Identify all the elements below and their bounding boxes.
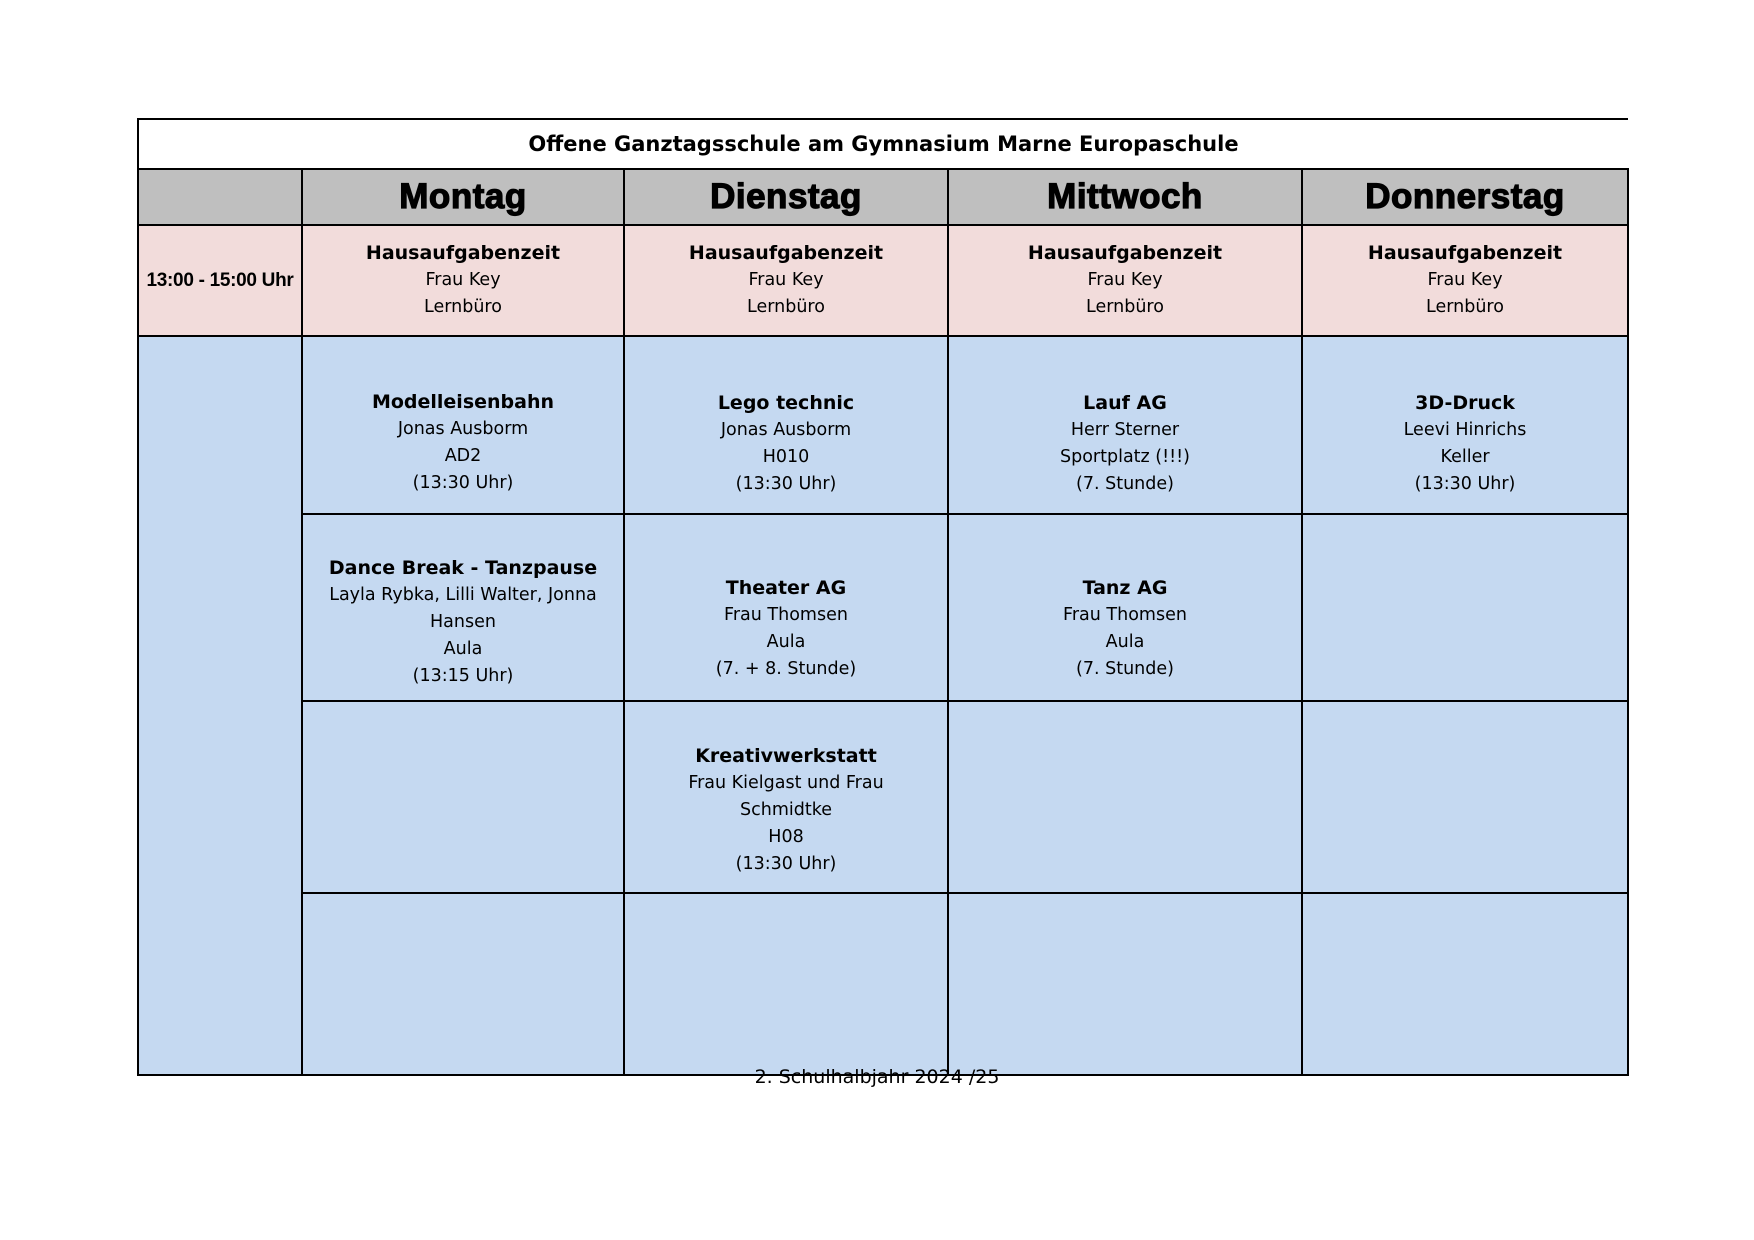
activity-cell-montag-3	[302, 701, 624, 893]
homework-cell-donnerstag	[1302, 225, 1628, 336]
activity-room: H010	[762, 447, 810, 467]
homework-room: Lernbüro	[747, 297, 825, 317]
activity-leader: Jonas Ausborm	[720, 420, 852, 440]
activity-title: Modelleisenbahn	[371, 391, 555, 413]
activity-time: (13:30 Uhr)	[412, 473, 514, 493]
timetable	[137, 118, 1629, 1076]
homework-teacher: Frau Key	[748, 270, 824, 290]
activity-cell-montag-4	[302, 893, 624, 1075]
homework-cell-mittwoch	[948, 225, 1302, 336]
activity-room: Keller	[1440, 447, 1490, 467]
activity-leader: Frau Thomsen	[1063, 604, 1187, 625]
footer-semester: 2. Schulhalbjahr 2024 /25	[754, 1066, 1000, 1088]
activity-leader: Leevi Hinrichs	[1403, 420, 1527, 440]
activity-cell-donnerstag-2	[1302, 514, 1628, 701]
day-header-montag: Montag	[302, 169, 624, 225]
activity-cell-montag-2	[302, 514, 624, 701]
activity-title: Kreativwerkstatt	[695, 744, 877, 767]
activity-row-3	[138, 701, 1628, 893]
activity-room: H08	[768, 826, 804, 847]
homework-room: Lernbüro	[1086, 297, 1164, 317]
activity-title: Tanz AG	[1082, 576, 1168, 599]
activity-cell-dienstag-2	[624, 514, 948, 701]
homework-cell-dienstag	[624, 225, 948, 336]
activity-leader: Jonas Ausborm	[397, 419, 529, 439]
activity-title: Dance Break - Tanzpause	[328, 557, 598, 579]
homework-title: Hausaufgabenzeit	[1027, 242, 1223, 264]
homework-room: Lernbüro	[1426, 297, 1504, 317]
activity-row-2	[138, 514, 1628, 701]
activity-cell-donnerstag-1	[1302, 336, 1628, 514]
activity-row-1	[138, 336, 1628, 514]
header-corner	[138, 169, 302, 225]
day-header-dienstag: Dienstag	[624, 169, 948, 225]
activity-leader: Layla Rybka, Lilli Walter, Jonna Hansen	[329, 585, 597, 632]
activity-leader: Frau Thomsen	[724, 604, 848, 625]
activity-cell-dienstag-4	[624, 893, 948, 1075]
activity-cell-mittwoch-1	[948, 336, 1302, 514]
homework-teacher: Frau Key	[1087, 270, 1163, 290]
activity-cell-montag-1	[302, 336, 624, 514]
time-slot-label: 13:00 - 15:00 Uhr	[138, 225, 302, 336]
activity-room: Aula	[766, 631, 806, 652]
activity-time: (7. Stunde)	[1076, 474, 1174, 494]
activity-time: (13:30 Uhr)	[735, 853, 837, 874]
activity-row-4	[138, 893, 1628, 1075]
table-title: Offene Ganztagsschule am Gymnasium Marne Europaschule	[138, 119, 1628, 169]
activity-leader: Herr Sterner	[1070, 420, 1180, 440]
activity-time-column	[138, 336, 302, 1075]
homework-cell-montag	[302, 225, 624, 336]
activity-title: Theater AG	[725, 576, 847, 599]
activity-time: (7. + 8. Stunde)	[715, 658, 857, 679]
activity-time: (7. Stunde)	[1076, 658, 1174, 679]
day-header-donnerstag: Donnerstag	[1302, 169, 1628, 225]
homework-room: Lernbüro	[424, 297, 502, 317]
activity-room: AD2	[444, 446, 482, 466]
homework-title: Hausaufgabenzeit	[688, 242, 884, 264]
activity-room: Aula	[1105, 631, 1145, 652]
activity-cell-dienstag-1	[624, 336, 948, 514]
activity-cell-mittwoch-4	[948, 893, 1302, 1075]
activity-leader: Frau Kielgast und Frau Schmidtke	[688, 772, 884, 820]
activity-time: (13:30 Uhr)	[1414, 474, 1516, 494]
homework-teacher: Frau Key	[425, 270, 501, 290]
activity-time: (13:30 Uhr)	[735, 474, 837, 494]
day-header-mittwoch: Mittwoch	[948, 169, 1302, 225]
activity-room: Sportplatz (!!!)	[1060, 447, 1190, 467]
activity-cell-donnerstag-4	[1302, 893, 1628, 1075]
timetable-sheet	[137, 118, 1627, 1076]
activity-cell-donnerstag-3	[1302, 701, 1628, 893]
activity-title: 3D-Druck	[1415, 392, 1515, 414]
activity-time: (13:15 Uhr)	[412, 666, 514, 686]
activity-title: Lego technic	[717, 392, 855, 414]
activity-cell-mittwoch-3	[948, 701, 1302, 893]
homework-teacher: Frau Key	[1427, 270, 1503, 290]
homework-title: Hausaufgabenzeit	[365, 242, 561, 264]
activity-title: Lauf AG	[1083, 392, 1167, 414]
homework-title: Hausaufgabenzeit	[1367, 242, 1563, 264]
activity-room: Aula	[443, 639, 483, 659]
activity-cell-mittwoch-2	[948, 514, 1302, 701]
homework-row	[138, 225, 1628, 336]
activity-cell-dienstag-3	[624, 701, 948, 893]
